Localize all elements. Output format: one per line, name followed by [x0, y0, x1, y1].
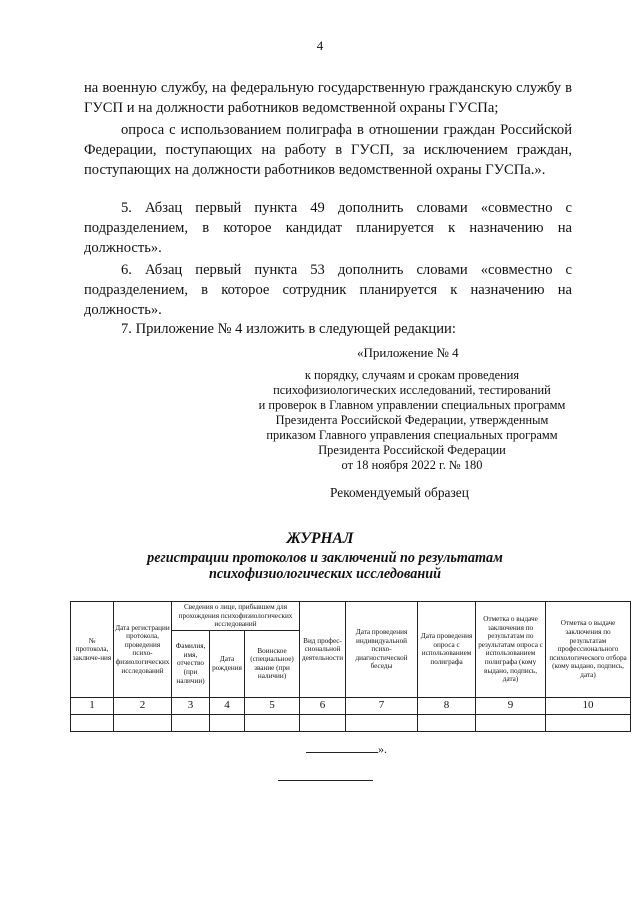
appendix-line: приказом Главного управления специальных программ — [266, 428, 558, 442]
paragraph-text: 7. Приложение № 4 изложить в следующей редакции: — [121, 321, 456, 337]
paragraph-2 — [84, 120, 572, 180]
separator-line — [278, 780, 373, 781]
column-number: 10 — [546, 697, 631, 714]
header-interview-date: Дата проведения индивидуальной психо-диагностической беседы — [346, 602, 418, 698]
table-row — [71, 714, 631, 731]
empty-cell — [245, 714, 300, 731]
column-number: 4 — [210, 697, 245, 714]
column-number: 9 — [476, 697, 546, 714]
column-number: 7 — [346, 697, 418, 714]
header-selection-issue-mark: Отметка о выдаче заключения по результатам профессионального психологического отбора (кому выдано, подпись, дата) — [546, 602, 631, 698]
closing-mark — [306, 742, 387, 757]
appendix-line: от 18 ноября 2022 г. № 180 — [341, 458, 483, 472]
page-number: 4 — [316, 38, 324, 53]
paragraph-3 — [84, 198, 572, 258]
empty-cell — [300, 714, 346, 731]
recommended-sample-label: Рекомендуемый образец — [330, 485, 469, 500]
journal-table — [70, 601, 631, 732]
paragraph-text: на военную службу, на федеральную государственную гражданскую службу в ГУСП и на должности работников ведомственной охраны ГУСПа; — [84, 80, 572, 116]
appendix-line: Президента Российской Федерации, утвержденным — [275, 413, 549, 427]
header-polygraph-issue-mark: Отметка о выдаче заключения по результатам по результатам опроса с использованием полиграфа (кому выдано, подпись, дата) — [476, 602, 546, 698]
paragraph-text: опроса с использованием полиграфа в отношении граждан Российской Федерации, поступающих на работу в ГУСП, за исключением граждан, поступающих на должности работников ведомственной охраны ГУСПа.». — [84, 122, 572, 178]
empty-cell — [476, 714, 546, 731]
empty-cell — [71, 714, 114, 731]
header-polygraph-date: Дата проведения опроса с использованием полиграфа — [418, 602, 476, 698]
empty-cell — [172, 714, 210, 731]
column-number: 6 — [300, 697, 346, 714]
closing-quote: ». — [378, 742, 387, 756]
header-protocol-number: № протокола, заключе-ния — [71, 602, 114, 698]
paragraph-5 — [84, 319, 572, 339]
header-registration-date: Дата регистрации протокола, проведения психо-физиологических исследований — [114, 602, 172, 698]
appendix-line: Президента Российской Федерации — [318, 443, 506, 457]
empty-cell — [210, 714, 245, 731]
header-full-name: Фамилия, имя, отчество (при наличии) — [172, 630, 210, 697]
header-birth-date: Дата рождения — [210, 630, 245, 697]
column-number: 2 — [114, 697, 172, 714]
empty-cell — [546, 714, 631, 731]
empty-cell — [114, 714, 172, 731]
header-rank: Воинское (специальное) звание (при наличии) — [245, 630, 300, 697]
column-number: 1 — [71, 697, 114, 714]
appendix-line: и проверок в Главном управлении специальных программ — [258, 398, 566, 412]
journal-subtitle: регистрации протоколов и заключений по результатам психофизиологических исследований — [147, 550, 503, 582]
column-number: 3 — [172, 697, 210, 714]
empty-cell — [418, 714, 476, 731]
column-number: 8 — [418, 697, 476, 714]
signature-line — [306, 744, 378, 753]
appendix-line: психофизиологических исследований, тестирований — [273, 383, 551, 397]
appendix-title: «Приложение № 4 — [357, 345, 459, 360]
paragraph-text: 6. Абзац первый пункта 53 дополнить словами «совместно с подразделением, в которое сотрудник планируется к назначению на должность». — [84, 262, 572, 318]
paragraph-1 — [84, 78, 572, 118]
column-number: 5 — [245, 697, 300, 714]
empty-cell — [346, 714, 418, 731]
appendix-line: к порядку, случаям и срокам проведения — [304, 368, 520, 382]
header-person-info-group: Сведения о лице, прибывшем для прохождения психофизиологических исследований — [172, 602, 300, 631]
paragraph-text: 5. Абзац первый пункта 49 дополнить словами «совместно с подразделением, в которое кандидат планируется к назначению на должность». — [84, 200, 572, 256]
paragraph-4 — [84, 260, 572, 320]
journal-title: ЖУРНАЛ — [286, 530, 354, 547]
header-activity-type: Вид профес-сиональной деятельности — [300, 602, 346, 698]
